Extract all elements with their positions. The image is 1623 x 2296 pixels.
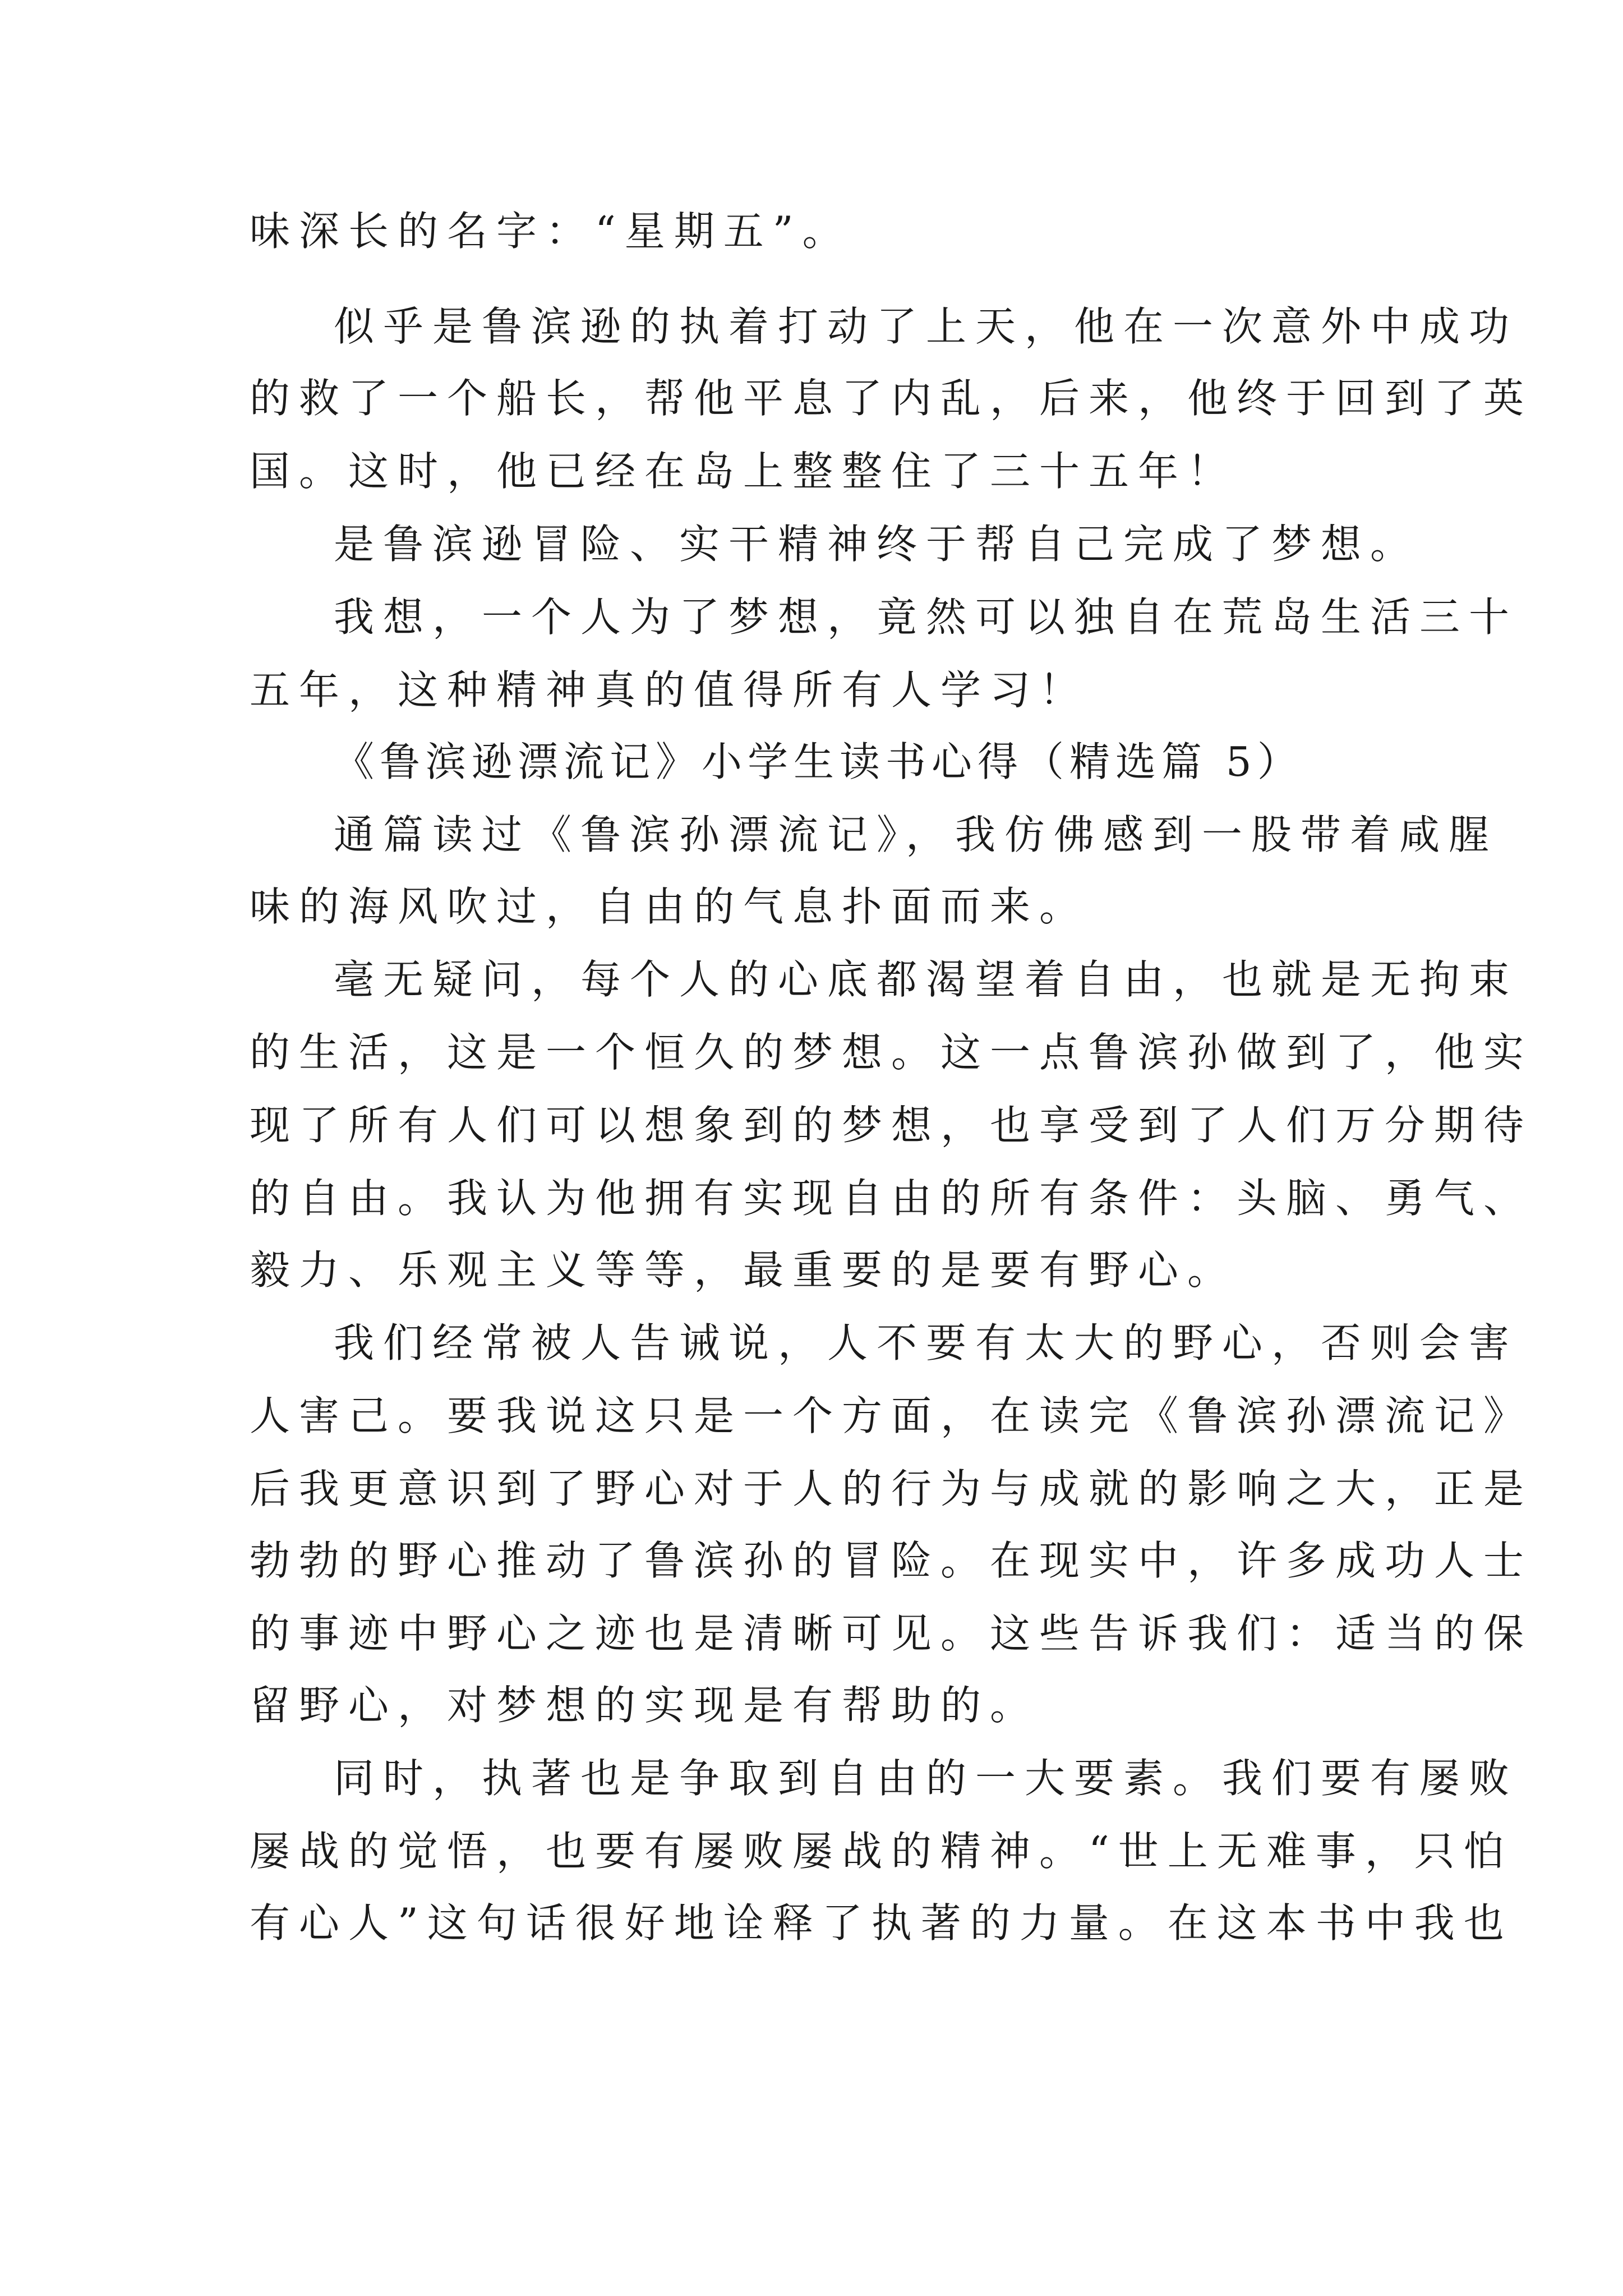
text-line: 现了所有人们可以想象到的梦想，也享受到了人们万分期待: [250, 1102, 1533, 1149]
text-line: 人害己。要我说这只是一个方面，在读完《鲁滨孙漂流记》: [250, 1392, 1533, 1439]
text-line: 的生活，这是一个恒久的梦想。这一点鲁滨孙做到了，他实: [250, 1029, 1533, 1076]
paragraph-first-line: 毫无疑问，每个人的心底都渴望着自由，也就是无拘束: [334, 956, 1519, 1003]
text-line: 勃勃的野心推动了鲁滨孙的冒险。在现实中，许多成功人士: [250, 1537, 1533, 1584]
text-line: 留野心，对梦想的实现是有帮助的。: [250, 1682, 1040, 1729]
text-line: 味的海风吹过，自由的气息扑面而来。: [250, 883, 1089, 930]
text-line: 屡战的觉悟，也要有屡败屡战的精神。“世上无难事，只怕: [250, 1828, 1513, 1875]
text-line: 味深长的名字：“星期五”。: [250, 208, 852, 255]
text-line: 毅力、乐观主义等等，最重要的是要有野心。: [250, 1246, 1237, 1294]
paragraph-first-line: 我想，一个人为了梦想，竟然可以独自在荒岛生活三十: [334, 593, 1519, 641]
text-line: 五年，这种精神真的值得所有人学习！: [250, 666, 1089, 714]
text-line: 的救了一个船长，帮他平息了内乱，后来，他终于回到了英: [250, 375, 1533, 422]
text-line: 有心人”这句话很好地诠释了执著的力量。在这本书中我也: [250, 1899, 1513, 1947]
text-line: 后我更意识到了野心对于人的行为与成就的影响之大，正是: [250, 1465, 1533, 1512]
text-line: 国。这时，他已经在岛上整整住了三十五年！: [250, 448, 1237, 495]
text-line: 的事迹中野心之迹也是清晰可见。这些告诉我们：适当的保: [250, 1610, 1533, 1657]
paragraph-first-line: 是鲁滨逊冒险、实干精神终于帮自己完成了梦想。: [334, 521, 1420, 568]
text-line: 的自由。我认为他拥有实现自由的所有条件：头脑、勇气、: [250, 1175, 1533, 1222]
section-heading: 《鲁滨逊漂流记》小学生读书心得（精选篇 5）: [334, 738, 1303, 785]
paragraph-first-line: 通篇读过《鲁滨孙漂流记》，我仿佛感到一股带着咸腥: [334, 811, 1498, 858]
paragraph-first-line: 同时，执著也是争取到自由的一大要素。我们要有屡败: [334, 1755, 1519, 1802]
paragraph-first-line: 我们经常被人告诫说，人不要有太大的野心，否则会害: [334, 1319, 1519, 1366]
paragraph-first-line: 似乎是鲁滨逊的执着打动了上天，他在一次意外中成功: [334, 303, 1519, 350]
